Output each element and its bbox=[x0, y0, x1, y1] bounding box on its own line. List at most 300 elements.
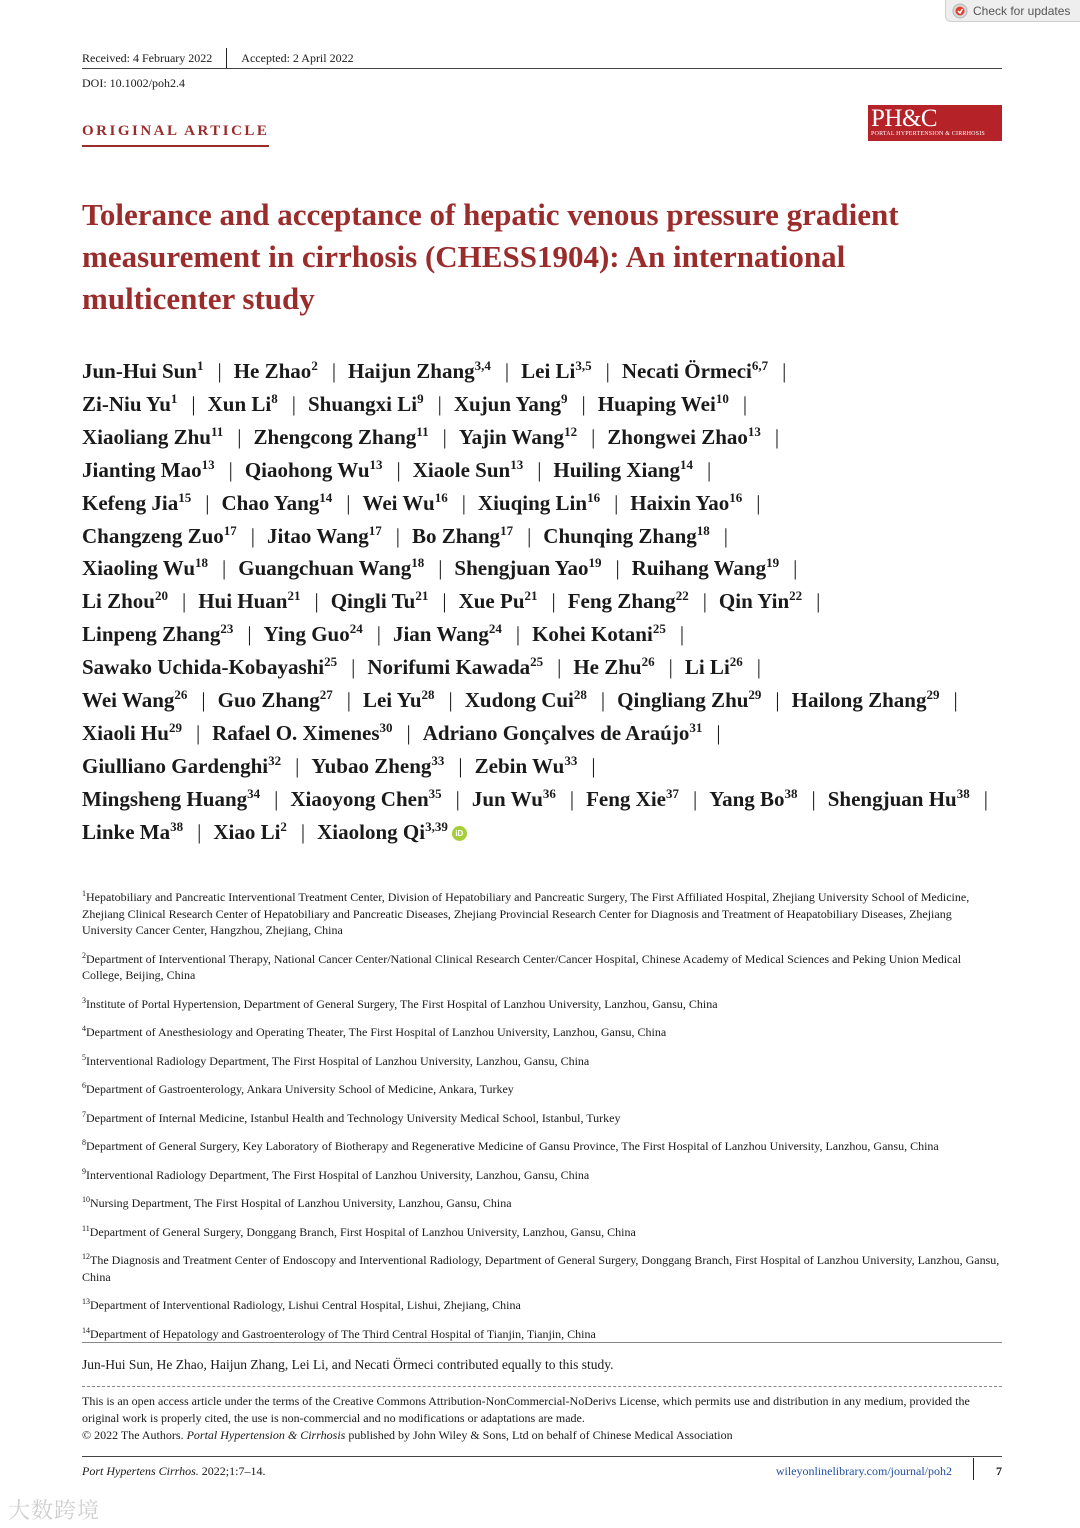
journal-abbr: Port Hypertens Cirrhos. bbox=[82, 1464, 199, 1478]
license-block bbox=[82, 1393, 1002, 1444]
author-separator: | bbox=[605, 359, 610, 383]
author bbox=[238, 556, 454, 580]
author bbox=[573, 655, 685, 679]
affiliation-number: 5 bbox=[82, 1052, 86, 1062]
author-separator: | bbox=[983, 786, 988, 811]
author bbox=[586, 787, 709, 811]
author-separator: | bbox=[774, 424, 780, 449]
author-affiliation-mark: 26 bbox=[729, 654, 743, 670]
author-separator: | bbox=[181, 589, 187, 614]
author-name: Adriano Gonçalves de Araújo bbox=[422, 720, 690, 745]
author-name: Ying Guo bbox=[263, 622, 350, 647]
check-for-updates-badge[interactable] bbox=[945, 0, 1080, 22]
author-affiliation-mark: 9 bbox=[561, 390, 568, 406]
author-name: Jian Wang bbox=[392, 622, 489, 647]
author-name: Zebin Wu bbox=[474, 753, 565, 778]
article-title: Tolerance and acceptance of hepatic venous pressure gradient measurement in cirrhosis (CHESS1904): An international multicenter study bbox=[82, 197, 899, 316]
author bbox=[82, 754, 311, 778]
author-affiliation-mark: 1 bbox=[197, 358, 204, 373]
affiliation-number: 9 bbox=[82, 1166, 86, 1176]
author-name: Guo Zhang bbox=[217, 688, 320, 713]
author-separator: | bbox=[723, 523, 729, 548]
author-name: Linke Ma bbox=[82, 819, 171, 844]
author bbox=[82, 589, 198, 613]
journal-logo bbox=[868, 105, 1002, 141]
author-separator: | bbox=[600, 688, 606, 713]
author-name: Huiling Xiang bbox=[553, 457, 681, 482]
author-affiliation-mark: 29 bbox=[926, 687, 940, 703]
author-separator: | bbox=[557, 655, 562, 680]
affiliation-text: Department of Internal Medicine, Istanbul Health and Technology University Medical School, Istanbul, Turkey bbox=[86, 1110, 621, 1125]
author-separator: | bbox=[716, 720, 721, 745]
author bbox=[198, 589, 331, 613]
author-separator: | bbox=[702, 589, 707, 614]
author bbox=[264, 622, 393, 646]
affiliation-list bbox=[82, 886, 1002, 1351]
author bbox=[363, 688, 465, 712]
author-name: Xiaoliang Zhu bbox=[82, 424, 211, 449]
author-separator: | bbox=[775, 688, 780, 713]
author-name: Mingsheng Huang bbox=[82, 786, 248, 811]
author-affiliation-mark: 18 bbox=[411, 555, 425, 571]
author-name: Hui Huan bbox=[198, 589, 288, 614]
author bbox=[543, 524, 740, 548]
author-separator: | bbox=[237, 424, 242, 449]
author-affiliation-mark: 1 bbox=[170, 390, 178, 406]
author-separator: | bbox=[679, 622, 685, 647]
affiliation bbox=[82, 886, 1002, 939]
author-name: Kohei Kotani bbox=[532, 622, 653, 647]
author-affiliation-mark: 34 bbox=[247, 785, 261, 801]
author-separator: | bbox=[591, 753, 596, 778]
author-name: Yubao Zheng bbox=[311, 753, 432, 778]
author-affiliation-mark: 36 bbox=[542, 785, 556, 801]
affiliation-text: Interventional Radiology Department, The First Hospital of Lanzhou University, Lanzhou, Gansu, China bbox=[86, 1167, 590, 1182]
author-name: Kefeng Jia bbox=[82, 490, 179, 515]
author-separator: | bbox=[742, 391, 748, 416]
author bbox=[532, 622, 696, 646]
author bbox=[82, 820, 213, 844]
author-name: Xudong Cui bbox=[464, 688, 574, 713]
author bbox=[412, 524, 543, 548]
author-separator: | bbox=[191, 391, 196, 416]
author-affiliation-mark: 29 bbox=[168, 719, 182, 735]
author-name: Zhengcong Zhang bbox=[253, 424, 417, 449]
author bbox=[290, 787, 472, 811]
author-affiliation-mark: 17 bbox=[500, 522, 514, 538]
logo-sub-text: PORTAL HYPERTENSION & CIRRHOSIS bbox=[871, 131, 985, 137]
author-name: Zhongwei Zhao bbox=[607, 424, 748, 449]
author-name: Giulliano Gardenghi bbox=[82, 753, 269, 778]
author bbox=[82, 787, 290, 811]
author-separator: | bbox=[537, 457, 542, 482]
author bbox=[245, 458, 413, 482]
author bbox=[82, 524, 267, 548]
author bbox=[82, 622, 264, 646]
author-name: Li Zhou bbox=[82, 589, 155, 614]
author bbox=[363, 491, 478, 515]
author-separator: | bbox=[395, 523, 400, 548]
author bbox=[213, 820, 317, 844]
author-name: Changzeng Zuo bbox=[82, 523, 224, 548]
author bbox=[459, 589, 568, 613]
author bbox=[521, 359, 622, 383]
affiliation-text: Institute of Portal Hypertension, Department of General Surgery, The First Hospital of Lanzhou University, Lanzhou, Gansu, China bbox=[86, 996, 718, 1011]
doi[interactable]: DOI: 10.1002/poh2.4 bbox=[82, 76, 185, 90]
author-affiliation-mark: 38 bbox=[170, 818, 184, 834]
license-separator bbox=[82, 1386, 1002, 1387]
author-name: Xiaole Sun bbox=[412, 457, 511, 482]
author-affiliation-mark: 25 bbox=[530, 654, 544, 670]
affiliation-number: 3 bbox=[82, 995, 86, 1005]
affiliation bbox=[82, 948, 1002, 984]
author-affiliation-mark: 33 bbox=[564, 752, 578, 768]
received-date: Received: 4 February 2022 bbox=[82, 50, 213, 65]
author-affiliation-mark: 11 bbox=[416, 423, 429, 439]
author-affiliation-mark: 16 bbox=[434, 489, 448, 505]
author bbox=[685, 655, 773, 679]
author-separator: | bbox=[217, 359, 222, 383]
author bbox=[317, 820, 467, 844]
author-separator: | bbox=[437, 391, 442, 416]
author-separator: | bbox=[201, 688, 206, 713]
orcid-icon[interactable]: iD bbox=[452, 826, 467, 841]
author-name: Xiuqing Lin bbox=[477, 490, 588, 515]
page-number: 7 bbox=[996, 1464, 1002, 1478]
author-name: Jitao Wang bbox=[267, 523, 369, 548]
author bbox=[82, 721, 212, 745]
author-name: Shengjuan Hu bbox=[827, 786, 957, 811]
author-affiliation-mark: 3,4 bbox=[474, 358, 491, 373]
author-name: Yang Bo bbox=[709, 786, 785, 811]
author bbox=[82, 688, 218, 712]
author-separator: | bbox=[442, 589, 447, 614]
author bbox=[475, 754, 608, 778]
author-affiliation-mark: 13 bbox=[201, 456, 215, 472]
author bbox=[208, 392, 308, 416]
author-separator: | bbox=[614, 490, 619, 515]
author-affiliation-mark: 30 bbox=[379, 719, 393, 735]
author bbox=[393, 622, 532, 646]
author-name: Bo Zhang bbox=[411, 523, 501, 548]
author-name: Yajin Wang bbox=[458, 424, 565, 449]
author-name: Shengjuan Yao bbox=[454, 556, 589, 581]
author-affiliation-mark: 14 bbox=[319, 489, 333, 505]
author bbox=[82, 458, 245, 482]
affiliation bbox=[82, 1294, 1002, 1314]
author bbox=[367, 655, 573, 679]
affiliation-text: Department of Hepatology and Gastroenterology of The Third Central Hospital of Tianjin, Tianjin, China bbox=[90, 1326, 596, 1341]
affiliation-text: Nursing Department, The First Hospital of Lanzhou University, Lanzhou, Gansu, China bbox=[90, 1196, 512, 1210]
author-affiliation-mark: 21 bbox=[287, 588, 301, 604]
author-affiliation-mark: 14 bbox=[680, 456, 694, 472]
affiliation bbox=[82, 1323, 1002, 1343]
affiliation bbox=[82, 1249, 1002, 1285]
affiliation bbox=[82, 1192, 1002, 1212]
author-separator: | bbox=[406, 720, 411, 745]
author-affiliation-mark: 22 bbox=[789, 588, 803, 604]
author-separator: | bbox=[458, 753, 463, 778]
author-affiliation-mark: 21 bbox=[524, 588, 538, 604]
author bbox=[792, 688, 970, 712]
author-separator: | bbox=[442, 424, 447, 449]
author-affiliation-mark: 17 bbox=[223, 522, 237, 538]
author-separator: | bbox=[274, 786, 279, 811]
author-name: Wei Wu bbox=[362, 490, 435, 515]
author-separator: | bbox=[351, 655, 356, 680]
author-affiliation-mark: 37 bbox=[666, 785, 680, 801]
affiliation bbox=[82, 1107, 1002, 1127]
affiliation-text: Interventional Radiology Department, The First Hospital of Lanzhou University, Lanzhou, Gansu, China bbox=[86, 1053, 590, 1068]
author-name: Qin Yin bbox=[718, 589, 790, 614]
copyright-suffix: published by John Wiley & Sons, Ltd on behalf of Chinese Medical Association bbox=[345, 1428, 733, 1442]
author-affiliation-mark: 12 bbox=[564, 423, 578, 439]
author-affiliation-mark: 28 bbox=[573, 687, 587, 703]
author bbox=[472, 787, 586, 811]
author-affiliation-mark: 13 bbox=[369, 456, 383, 472]
author-name: Li Li bbox=[684, 655, 730, 680]
affiliation-number: 7 bbox=[82, 1109, 86, 1119]
author bbox=[253, 425, 458, 449]
author-separator: | bbox=[569, 786, 575, 811]
author bbox=[82, 491, 221, 515]
author-affiliation-mark: 17 bbox=[368, 522, 382, 538]
author-affiliation-mark: 3,39 bbox=[425, 818, 448, 834]
affiliation-number: 1 bbox=[82, 889, 86, 898]
author-separator: | bbox=[527, 523, 532, 548]
author-affiliation-mark: 24 bbox=[349, 621, 363, 637]
author-separator: | bbox=[693, 786, 698, 811]
check-updates-label: Check for updates bbox=[973, 3, 1071, 18]
contribution-note: Jun-Hui Sun, He Zhao, Haijun Zhang, Lei Li, and Necati Örmeci contributed equally to this study. bbox=[82, 1357, 614, 1372]
author bbox=[454, 392, 598, 416]
author-affiliation-mark: 28 bbox=[421, 687, 435, 703]
author-affiliation-mark: 23 bbox=[220, 621, 234, 637]
author-affiliation-mark: 16 bbox=[729, 489, 743, 505]
footnote-rule bbox=[82, 1342, 1002, 1343]
author-affiliation-mark: 31 bbox=[689, 719, 703, 735]
author-affiliation-mark: 2 bbox=[311, 358, 318, 373]
author-affiliation-mark: 38 bbox=[784, 785, 798, 801]
author-name: Lei Li bbox=[521, 359, 576, 383]
masthead bbox=[82, 48, 1002, 68]
author-affiliation-mark: 29 bbox=[748, 687, 762, 703]
author-separator: | bbox=[300, 819, 306, 844]
author-separator: | bbox=[793, 556, 798, 581]
author-name: Sawako Uchida-Kobayashi bbox=[82, 655, 325, 680]
author-separator: | bbox=[707, 457, 712, 482]
author bbox=[622, 359, 798, 383]
affiliation bbox=[82, 1135, 1002, 1155]
affiliation bbox=[82, 1021, 1002, 1041]
author-name: Xue Pu bbox=[458, 589, 525, 614]
header-rule bbox=[82, 68, 1002, 69]
affiliation-number: 4 bbox=[82, 1024, 86, 1033]
author-name: Xiao Li bbox=[213, 819, 281, 844]
author-name: Jianting Mao bbox=[82, 457, 202, 482]
copyright-prefix: © 2022 The Authors. bbox=[82, 1428, 187, 1442]
author bbox=[308, 392, 454, 416]
author-separator: | bbox=[816, 589, 821, 614]
affiliation-number: 13 bbox=[82, 1297, 90, 1306]
author-affiliation-mark: 13 bbox=[510, 456, 524, 472]
author-affiliation-mark: 19 bbox=[588, 555, 602, 571]
author bbox=[221, 491, 362, 515]
author-separator: | bbox=[953, 688, 958, 713]
author-name: Xiaolong Qi bbox=[317, 819, 426, 844]
affiliation bbox=[82, 1078, 1002, 1098]
author-separator: | bbox=[396, 457, 401, 482]
citation-details: 2022;1:7–14. bbox=[198, 1464, 266, 1478]
affiliation-text: Hepatobiliary and Pancreatic Interventional Treatment Center, Division of Hepatobiliary and Pancreatic Surgery, The First Affiliated Hospital, Zhejiang University School of Medicine, Zhejiang Clinical Research Center of Hepatobiliary and Pancreatic Diseases, Zhejiang Provincial Research Center for Diagnosis and Treatment of Heapatobiliary Diseases, Zhejiang University Cancer Center, Hangzhou, Zhejiang, China bbox=[82, 890, 970, 937]
copyright-line bbox=[82, 1427, 1002, 1444]
author-separator: | bbox=[331, 359, 337, 383]
author-separator: | bbox=[551, 589, 556, 614]
author-separator: | bbox=[247, 622, 252, 647]
author bbox=[413, 458, 554, 482]
author-name: Qingli Tu bbox=[330, 589, 416, 614]
author bbox=[82, 556, 238, 580]
author-affiliation-mark: 8 bbox=[271, 390, 278, 406]
author-affiliation-mark: 32 bbox=[268, 752, 282, 768]
affiliation-text: The Diagnosis and Treatment Center of Endoscopy and Interventional Radiology, Department of General Surgery, Donggang Branch, First Hospital of Lanzhou University, Lanzhou, Gansu, China bbox=[82, 1253, 1000, 1284]
author bbox=[617, 688, 792, 712]
author-name: Xiaoyong Chen bbox=[290, 786, 429, 811]
author-affiliation-mark: 38 bbox=[956, 785, 970, 801]
author-affiliation-mark: 25 bbox=[652, 621, 666, 637]
author bbox=[267, 524, 412, 548]
author-name: Huaping Wei bbox=[597, 391, 716, 416]
author-affiliation-mark: 20 bbox=[154, 588, 168, 604]
author-name: Xun Li bbox=[207, 391, 272, 416]
author-name: Xiaoli Hu bbox=[82, 720, 169, 745]
author-name: Qiaohong Wu bbox=[244, 457, 370, 482]
author-name: Xiaoling Wu bbox=[82, 556, 196, 581]
author-affiliation-mark: 22 bbox=[675, 588, 689, 604]
affiliation bbox=[82, 1164, 1002, 1184]
affiliation-text: Department of Interventional Radiology, Lishui Central Hospital, Lishui, Zhejiang, China bbox=[90, 1298, 521, 1312]
affiliation-number: 6 bbox=[82, 1081, 86, 1090]
author bbox=[234, 359, 348, 383]
author bbox=[630, 491, 772, 515]
watermark: 大数跨境 bbox=[8, 1499, 101, 1524]
author-separator: | bbox=[591, 424, 596, 449]
author-name: Qingliang Zhu bbox=[617, 688, 749, 713]
author-name: Feng Zhang bbox=[567, 589, 676, 614]
affiliation-text: Department of General Surgery, Key Laboratory of Biotherapy and Regenerative Medicine of Gansu Province, The First Hospital of Lanzhou University, Lanzhou, Gansu, China bbox=[86, 1139, 939, 1153]
author-list bbox=[82, 355, 1012, 849]
author-separator: | bbox=[615, 556, 620, 581]
author-name: Guangchuan Wang bbox=[238, 556, 412, 581]
author-separator: | bbox=[346, 688, 351, 713]
author-name: Zi-Niu Yu bbox=[82, 391, 171, 416]
author-name: He Zhao bbox=[233, 359, 312, 383]
author-separator: | bbox=[448, 688, 453, 713]
author-separator: | bbox=[438, 556, 443, 581]
author bbox=[423, 721, 733, 745]
author bbox=[82, 359, 234, 383]
author bbox=[454, 556, 631, 580]
author-affiliation-mark: 16 bbox=[587, 489, 601, 505]
journal-website-link[interactable]: wileyonlinelibrary.com/journal/poh2 bbox=[775, 1464, 952, 1478]
affiliation-number: 14 bbox=[82, 1325, 90, 1335]
journal-name: Portal Hypertension & Cirrhosis bbox=[186, 1428, 346, 1442]
author-separator: | bbox=[782, 359, 787, 383]
author-affiliation-mark: 15 bbox=[178, 489, 192, 505]
author-name: Rafael O. Ximenes bbox=[212, 720, 380, 745]
author-separator: | bbox=[346, 490, 351, 515]
author bbox=[331, 589, 459, 613]
author-separator: | bbox=[195, 720, 201, 745]
footer-citation bbox=[82, 1464, 265, 1479]
author-separator: | bbox=[504, 359, 510, 383]
accepted-date: Accepted: 2 April 2022 bbox=[241, 50, 354, 65]
author-name: Jun-Hui Sun bbox=[82, 359, 197, 383]
affiliation-number: 10 bbox=[82, 1195, 90, 1204]
author bbox=[632, 556, 810, 580]
affiliation-text: Department of General Surgery, Donggang Branch, First Hospital of Lanzhou University, Lanzhou, Gansu, China bbox=[89, 1224, 636, 1239]
date-separator bbox=[226, 48, 227, 68]
author-name: Wei Wang bbox=[82, 688, 175, 713]
author-affiliation-mark: 24 bbox=[488, 621, 502, 637]
section-label: ORIGINAL ARTICLE bbox=[82, 123, 269, 147]
author-name: Shuangxi Li bbox=[307, 391, 418, 416]
author-name: Chunqing Zhang bbox=[543, 523, 697, 548]
author-affiliation-mark: 19 bbox=[766, 555, 780, 571]
author-separator: | bbox=[515, 622, 521, 647]
author-name: Linpeng Zhang bbox=[82, 622, 221, 647]
author-affiliation-mark: 27 bbox=[319, 687, 333, 703]
author-separator: | bbox=[222, 556, 227, 581]
author-affiliation-mark: 33 bbox=[431, 752, 445, 768]
author-affiliation-mark: 3,5 bbox=[575, 358, 592, 373]
author-affiliation-mark: 10 bbox=[715, 390, 729, 406]
author bbox=[82, 392, 208, 416]
author-name: Hailong Zhang bbox=[791, 688, 927, 713]
author-affiliation-mark: 21 bbox=[415, 588, 429, 604]
author-name: Chao Yang bbox=[221, 490, 320, 515]
author-separator: | bbox=[197, 819, 202, 844]
author-name: Haixin Yao bbox=[630, 490, 730, 515]
affiliation-text: Department of Interventional Therapy, National Cancer Center/National Clinical Research Center/Cancer Hospital, Chinese Academy of Medical Sciences and Peking Union Medical College, Beijing, China bbox=[82, 951, 962, 982]
author-separator: | bbox=[668, 655, 673, 680]
author-separator: | bbox=[455, 786, 460, 811]
page-footer bbox=[82, 1462, 1002, 1482]
author bbox=[478, 491, 630, 515]
affiliation bbox=[82, 1050, 1002, 1070]
author-name: He Zhu bbox=[573, 655, 642, 680]
footer-rule bbox=[82, 1456, 1002, 1457]
check-updates-icon bbox=[952, 3, 968, 19]
author-affiliation-mark: 2 bbox=[280, 818, 287, 834]
author-name: Xujun Yang bbox=[453, 391, 562, 416]
author bbox=[348, 359, 521, 383]
logo-main-text: PH&C bbox=[871, 105, 938, 132]
author-affiliation-mark: 26 bbox=[641, 654, 655, 670]
author-name: Norifumi Kawada bbox=[367, 655, 531, 680]
author-name: Haijun Zhang bbox=[348, 359, 475, 383]
author bbox=[607, 425, 791, 449]
affiliation-text: Department of Anesthesiology and Operating Theater, The First Hospital of Lanzhou University, Lanzhou, Gansu, China bbox=[86, 1025, 667, 1039]
author bbox=[828, 787, 1000, 811]
author-affiliation-mark: 13 bbox=[747, 423, 761, 439]
author-affiliation-mark: 9 bbox=[417, 390, 424, 406]
author bbox=[82, 425, 253, 449]
author bbox=[311, 754, 474, 778]
author-affiliation-mark: 18 bbox=[195, 555, 209, 571]
affiliation bbox=[82, 993, 1002, 1013]
footer-separator bbox=[973, 1458, 974, 1480]
